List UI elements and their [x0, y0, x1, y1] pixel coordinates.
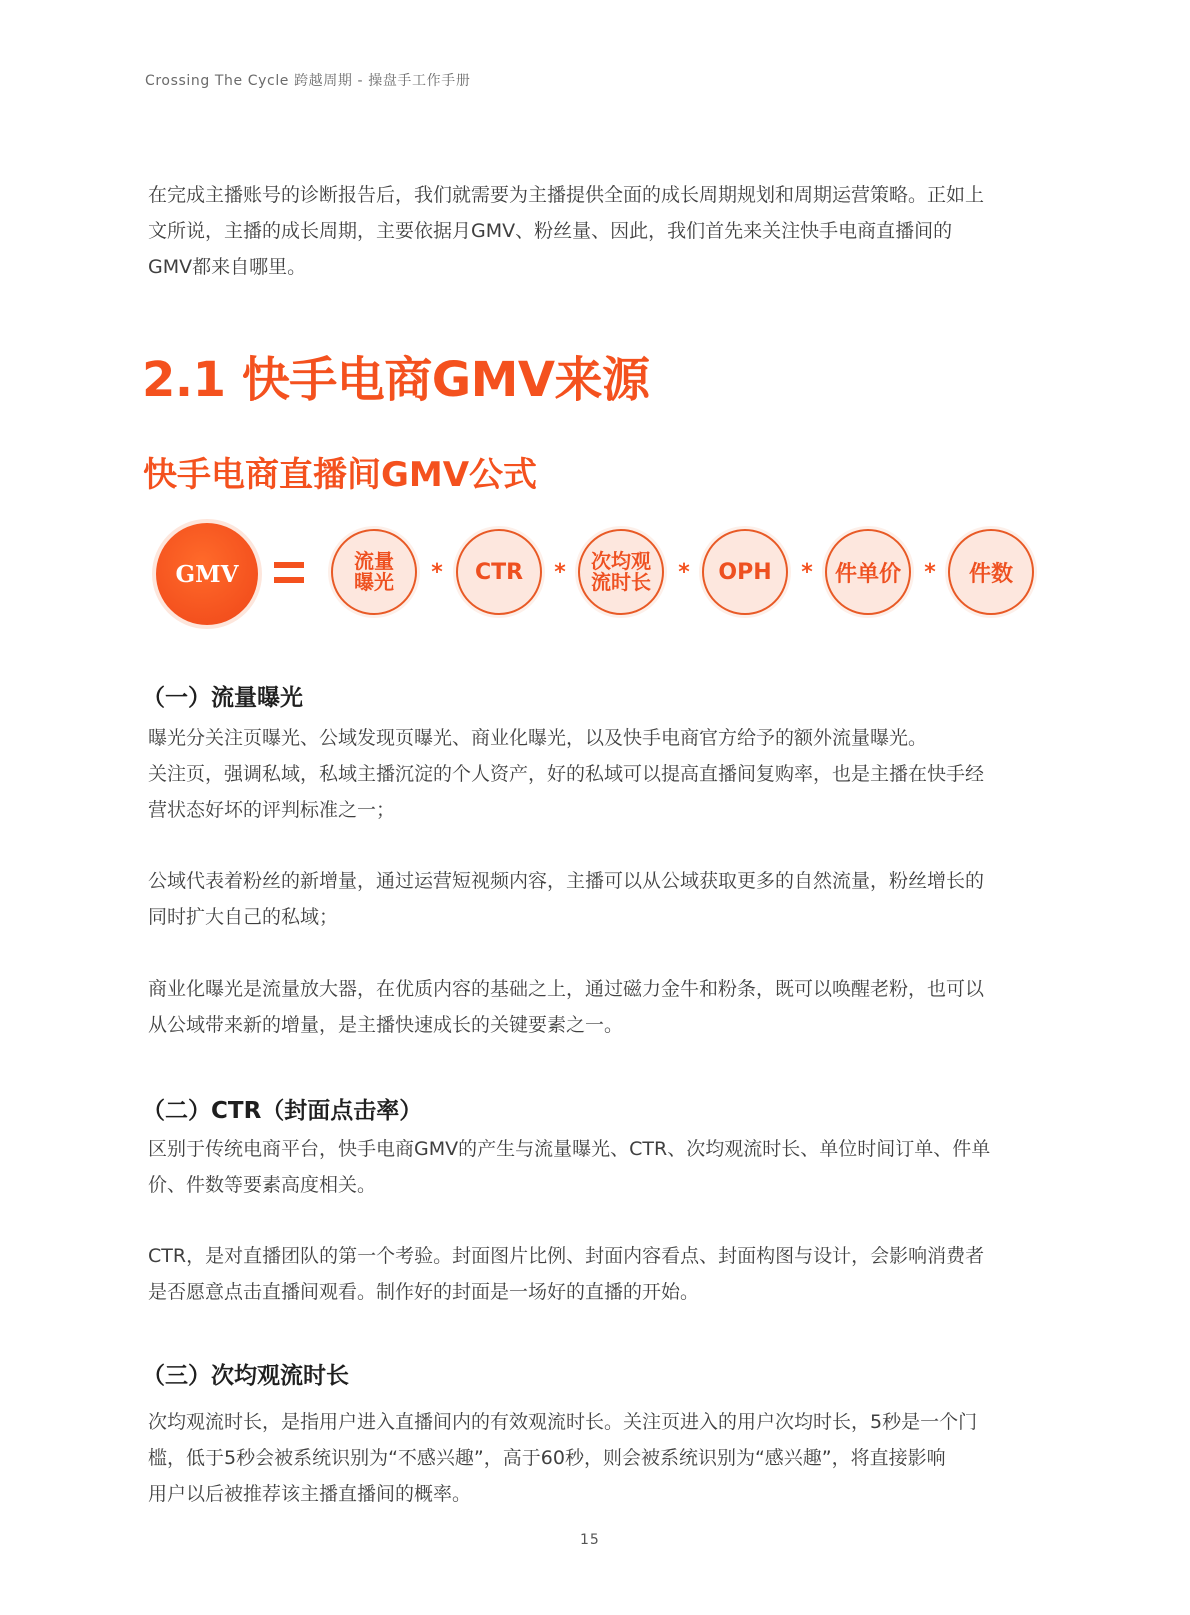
- multiply-operator: *: [554, 560, 566, 585]
- paragraph: [148, 1131, 1038, 1203]
- section-title: 2.1 快手电商GMV来源: [142, 352, 650, 408]
- factor-label-line: CTR: [474, 559, 524, 585]
- text-line: 用户以后被推荐该主播直播间的概率。: [148, 1483, 472, 1505]
- running-header: Crossing The Cycle 跨越周期 - 操盘手工作手册: [145, 73, 471, 89]
- factor-label-line: 次均观: [591, 549, 651, 573]
- text-line: 是否愿意点击直播间观看。制作好的封面是一场好的直播的开始。: [148, 1281, 700, 1303]
- text-line: 区别于传统电商平台，快手电商GMV的产生与流量曝光、CTR、次均观流时长、单位时间订单、件单: [148, 1138, 991, 1160]
- factor-label-line: 流时长: [591, 570, 651, 594]
- factor-label-line: 流量: [354, 549, 394, 573]
- intro-paragraph: [148, 177, 1038, 285]
- text-line: 同时扩大自己的私域；: [148, 906, 339, 928]
- text-line: 次均观流时长，是指用户进入直播间内的有效观流时长。关注页进入的用户次均时长，5秒是一个门: [148, 1411, 978, 1433]
- factor-avg-watch-time: [578, 529, 664, 615]
- factor-label-line: 件单价: [834, 561, 901, 587]
- text-line: 曝光分关注页曝光、公域发现页曝光、商业化曝光，以及快手电商官方给予的额外流量曝光。: [148, 727, 928, 749]
- text-line: 营状态好坏的评判标准之一；: [148, 799, 396, 821]
- paragraph: [148, 1238, 1038, 1310]
- formula-title: 快手电商直播间GMV公式: [143, 455, 538, 495]
- text-line: 关注页，强调私域，私域主播沉淀的个人资产，好的私域可以提高直播间复购率，也是主播在快手经: [148, 763, 985, 785]
- multiply-operator: *: [801, 560, 813, 585]
- factor-ctr: [456, 529, 542, 615]
- text-line: 从公域带来新的增量，是主播快速成长的关键要素之一。: [148, 1014, 624, 1036]
- text-line: 在完成主播账号的诊断报告后，我们就需要为主播提供全面的成长周期规划和周期运营策略。正如上: [148, 184, 985, 206]
- text-line: GMV都来自哪里。: [148, 256, 307, 278]
- paragraph: [148, 1404, 1038, 1512]
- subsection-heading: （三）次均观流时长: [142, 1363, 349, 1389]
- factor-unit-price: [825, 529, 911, 615]
- equals-sign: [274, 562, 304, 586]
- text-line: 价、件数等要素高度相关。: [148, 1174, 377, 1196]
- text-line: 文所说，主播的成长周期，主要依据月GMV、粉丝量、因此，我们首先来关注快手电商直播间的: [148, 220, 953, 242]
- paragraph: [148, 863, 1038, 935]
- text-line: 槛，低于5秒会被系统识别为“不感兴趣”，高于60秒，则会被系统识别为“感兴趣”，将直接影响: [148, 1447, 946, 1469]
- gmv-result-circle: GMV: [156, 523, 258, 625]
- subsection-heading: （一）流量曝光: [142, 685, 303, 711]
- multiply-operator: *: [678, 560, 690, 585]
- text-line: CTR，是对直播团队的第一个考验。封面图片比例、封面内容看点、封面构图与设计，会影响消费者: [148, 1245, 985, 1267]
- factor-traffic-exposure: [331, 529, 417, 615]
- factor-oph: [702, 529, 788, 615]
- multiply-operator: *: [924, 560, 936, 585]
- factor-item-count: [948, 529, 1034, 615]
- subsection-heading: （二）CTR（封面点击率）: [142, 1098, 423, 1124]
- factor-label-line: 曝光: [354, 570, 394, 594]
- paragraph: [148, 971, 1038, 1043]
- paragraph: [148, 720, 1038, 828]
- multiply-operator: *: [431, 560, 443, 585]
- text-line: 商业化曝光是流量放大器，在优质内容的基础之上，通过磁力金牛和粉条，既可以唤醒老粉，也可以: [148, 978, 985, 1000]
- factor-label-line: OPH: [718, 559, 772, 585]
- factor-label-line: 件数: [968, 561, 1013, 587]
- page-number: 15: [580, 1532, 600, 1548]
- text-line: 公域代表着粉丝的新增量，通过运营短视频内容，主播可以从公域获取更多的自然流量，粉丝增长的: [148, 870, 985, 892]
